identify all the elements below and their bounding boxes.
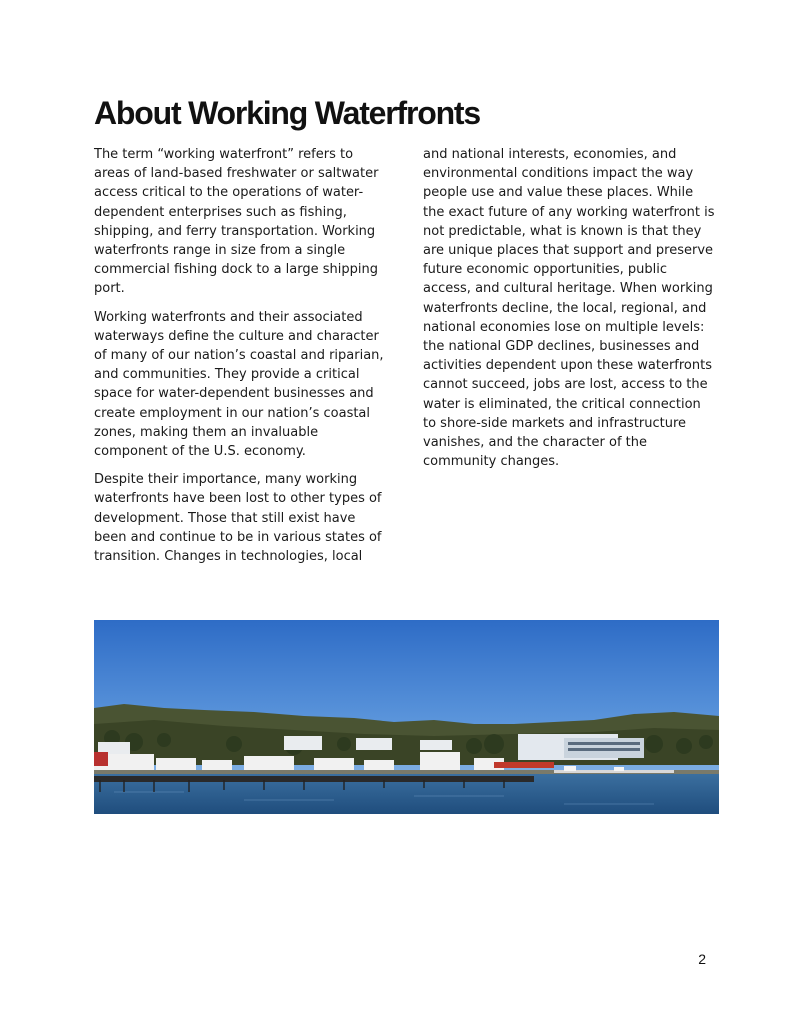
paragraph-decline: Despite their importance, many working waterfronts have been lost to other types of development. Those that still exist have been and continue to be in various states of transition. Changes in technologies, local <box>94 472 382 565</box>
pier <box>94 776 534 782</box>
waterfront-photo <box>94 620 719 814</box>
page-number: 2 <box>698 951 706 967</box>
paragraph-definition: The term “working waterfront” refers to areas of land-based freshwater or saltwater access critical to the operations of water-dependent enterprises such as fishing, shipping, and ferry transportation. Working waterfronts range in size from a single commercial fishing dock to a large shipping port. <box>94 147 379 297</box>
text-column-left <box>94 145 386 575</box>
text-column-right <box>423 145 715 480</box>
page-title: About Working Waterfronts <box>94 95 480 131</box>
paragraph-culture: Working waterfronts and their associated waterways define the culture and character of many of our nation’s coastal and riparian, and communities. They provide a critical space for water-dependent businesses and create employment in our nation’s coastal zones, making them an invaluable component of the U.S. economy. <box>94 309 384 460</box>
paragraph-future: and national interests, economies, and environmental conditions impact the way people use and value these places. While the exact future of any working waterfront is not predictable, what is known is that they are unique places that support and preserve future economic opportunities, public access, and cultural heritage. When working waterfronts decline, the local, regional, and national economies lose on multiple levels: the national GDP declines, businesses and activities dependent upon these waterfronts cannot succeed, jobs are lost, access to the water is eliminated, the critical connection to shore-side markets and infrastructure vanishes, and the character of the community changes. <box>423 147 715 470</box>
